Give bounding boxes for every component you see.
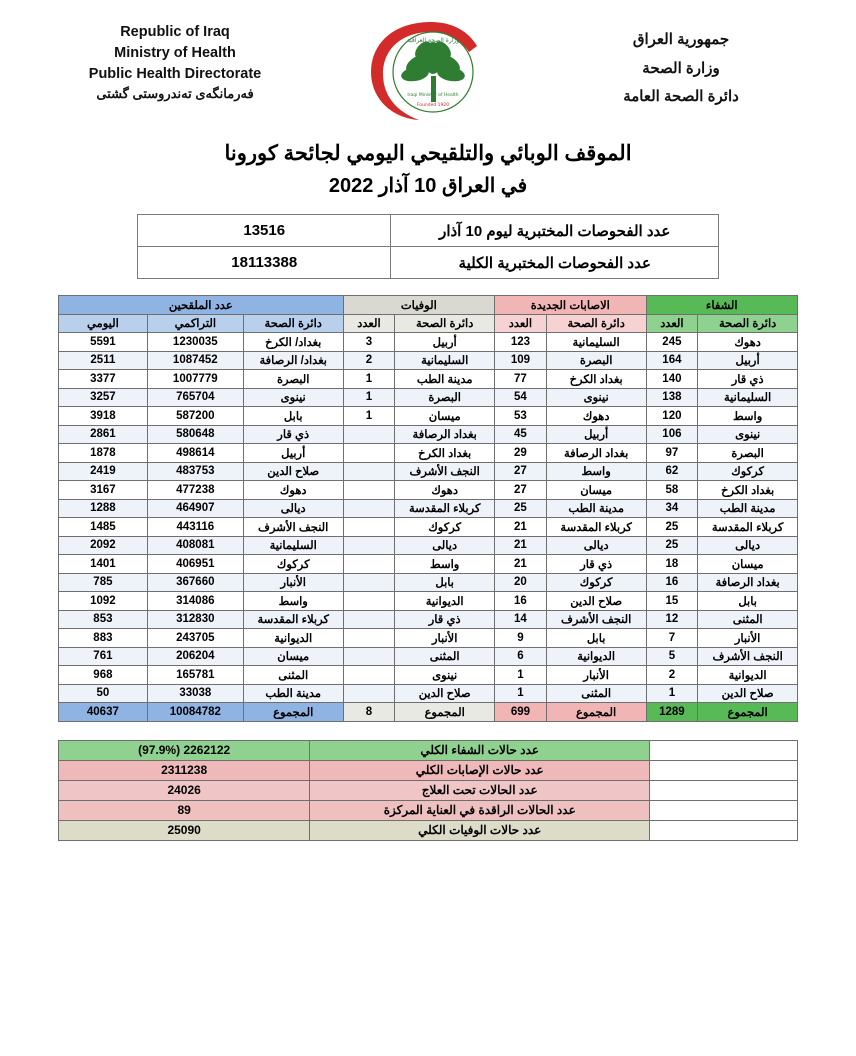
new-count: 20 bbox=[495, 573, 547, 592]
table-row bbox=[59, 407, 798, 426]
deaths-count bbox=[343, 684, 395, 703]
table-row bbox=[59, 647, 798, 666]
recovered-directorate: الديوانية bbox=[698, 666, 798, 685]
deaths-count bbox=[343, 629, 395, 648]
table-row bbox=[59, 499, 798, 518]
vaccine-daily: 3918 bbox=[59, 407, 148, 426]
deaths-count: 3 bbox=[343, 333, 395, 352]
deaths-directorate: بغداد الكرخ bbox=[395, 444, 495, 463]
new-directorate: بغداد الرصافة bbox=[546, 444, 646, 463]
recovered-directorate: بابل bbox=[698, 592, 798, 611]
summary-label: عدد الحالات تحت العلاج bbox=[310, 780, 650, 800]
summary-label: عدد الحالات الراقدة في العناية المركزة bbox=[310, 800, 650, 820]
new-directorate: البصرة bbox=[546, 351, 646, 370]
deaths-directorate: واسط bbox=[395, 555, 495, 574]
new-directorate: المثنى bbox=[546, 684, 646, 703]
deaths-count bbox=[343, 592, 395, 611]
vaccine-directorate: بغداد/ الرصافة bbox=[243, 351, 343, 370]
vaccine-directorate: بابل bbox=[243, 407, 343, 426]
recovered-count: 25 bbox=[646, 536, 698, 555]
vaccine-cumulative: 406951 bbox=[147, 555, 243, 574]
recovered-directorate: دهوك bbox=[698, 333, 798, 352]
lab-tests-summary-table bbox=[137, 214, 719, 279]
total-tests-label: عدد الفحوصات المختبرية الكلية bbox=[391, 247, 719, 279]
table-row bbox=[59, 370, 798, 389]
deaths-count: 1 bbox=[343, 388, 395, 407]
new-count: 21 bbox=[495, 555, 547, 574]
document-subtitle: في العراق 10 آذار 2022 bbox=[328, 175, 528, 197]
recovered-directorate: ميسان bbox=[698, 555, 798, 574]
recovered-directorate: مدينة الطب bbox=[698, 499, 798, 518]
vaccine-directorate: المثنى bbox=[243, 666, 343, 685]
vaccine-cumulative: 206204 bbox=[147, 647, 243, 666]
new-count: 9 bbox=[495, 629, 547, 648]
vaccine-cumulative: 408081 bbox=[147, 536, 243, 555]
recovered-count: 164 bbox=[646, 351, 698, 370]
summary-value: 89 bbox=[59, 800, 310, 820]
table-row bbox=[59, 444, 798, 463]
new-count: 27 bbox=[495, 481, 547, 500]
vaccine-daily: 50 bbox=[59, 684, 148, 703]
vaccine-directorate: بغداد/ الكرخ bbox=[243, 333, 343, 352]
recovered-count: 7 bbox=[646, 629, 698, 648]
vaccine-daily: 1401 bbox=[59, 555, 148, 574]
deaths-directorate: نينوى bbox=[395, 666, 495, 685]
header-english-line-3: Public Health Directorate bbox=[88, 66, 262, 83]
group-header-row bbox=[59, 296, 798, 315]
vaccine-cumulative: 587200 bbox=[147, 407, 243, 426]
recovered-directorate: نينوى bbox=[698, 425, 798, 444]
vaccine-cumulative: 1230035 bbox=[147, 333, 243, 352]
new-count: 123 bbox=[495, 333, 547, 352]
vaccine-directorate: دهوك bbox=[243, 481, 343, 500]
summary-label: عدد حالات الإصابات الكلي bbox=[310, 760, 650, 780]
cumulative-summary-body bbox=[59, 740, 798, 840]
new-count: 16 bbox=[495, 592, 547, 611]
deaths-count bbox=[343, 536, 395, 555]
new-directorate: نينوى bbox=[546, 388, 646, 407]
new-count: 45 bbox=[495, 425, 547, 444]
new-count: 14 bbox=[495, 610, 547, 629]
new-directorate: ذي قار bbox=[546, 555, 646, 574]
new-directorate: واسط bbox=[546, 462, 646, 481]
deaths-directorate: مدينة الطب bbox=[395, 370, 495, 389]
recovered-count: 1 bbox=[646, 684, 698, 703]
table-row bbox=[59, 610, 798, 629]
deaths-directorate: بابل bbox=[395, 573, 495, 592]
total-tests-value: 18113388 bbox=[138, 247, 391, 279]
recovered-count: 25 bbox=[646, 518, 698, 537]
ministry-of-health-logo-icon bbox=[353, 14, 503, 129]
vaccine-daily: 1288 bbox=[59, 499, 148, 518]
recovered-count: 106 bbox=[646, 425, 698, 444]
vaccine-cumulative: 312830 bbox=[147, 610, 243, 629]
new-directorate: الأنبار bbox=[546, 666, 646, 685]
vaccine-cumulative: 477238 bbox=[147, 481, 243, 500]
daily-tests-value: 13516 bbox=[138, 215, 391, 247]
new-count: 54 bbox=[495, 388, 547, 407]
table-row bbox=[59, 666, 798, 685]
vaccine-directorate: مدينة الطب bbox=[243, 684, 343, 703]
recovered-count: 138 bbox=[646, 388, 698, 407]
recovered-directorate: الأنبار bbox=[698, 629, 798, 648]
table-row bbox=[59, 684, 798, 703]
recovered-directorate: النجف الأشرف bbox=[698, 647, 798, 666]
deaths-directorate: ذي قار bbox=[395, 610, 495, 629]
deaths-count bbox=[343, 499, 395, 518]
vaccine-daily: 3257 bbox=[59, 388, 148, 407]
header-arabic-line-1: جمهورية العراق bbox=[632, 31, 730, 48]
recovered-directorate: واسط bbox=[698, 407, 798, 426]
deaths-count bbox=[343, 647, 395, 666]
vaccine-directorate: الديوانية bbox=[243, 629, 343, 648]
vaccine-daily: 785 bbox=[59, 573, 148, 592]
deaths-directorate: ميسان bbox=[395, 407, 495, 426]
recovered-count: 16 bbox=[646, 573, 698, 592]
recovered-count: 12 bbox=[646, 610, 698, 629]
summary-row bbox=[59, 780, 798, 800]
vaccine-daily: 3167 bbox=[59, 481, 148, 500]
vaccine-cumulative: 443116 bbox=[147, 518, 243, 537]
recovered-directorate: كركوك bbox=[698, 462, 798, 481]
table-row bbox=[59, 333, 798, 352]
vaccine-daily: 761 bbox=[59, 647, 148, 666]
deaths-directorate: دهوك bbox=[395, 481, 495, 500]
deaths-directorate: صلاح الدين bbox=[395, 684, 495, 703]
recovered-count: 62 bbox=[646, 462, 698, 481]
document-title: الموقف الوبائي والتلقيحي اليومي لجائحة كورونا bbox=[224, 142, 632, 165]
deaths-directorate: البصرة bbox=[395, 388, 495, 407]
summary-row bbox=[59, 800, 798, 820]
table-row bbox=[59, 555, 798, 574]
total-value-new: 699 bbox=[495, 703, 547, 722]
table-row bbox=[138, 215, 719, 247]
vaccine-daily: 968 bbox=[59, 666, 148, 685]
deaths-directorate: المثنى bbox=[395, 647, 495, 666]
new-count: 21 bbox=[495, 518, 547, 537]
summary-spacer bbox=[650, 780, 798, 800]
new-count: 6 bbox=[495, 647, 547, 666]
new-directorate: السليمانية bbox=[546, 333, 646, 352]
new-count: 1 bbox=[495, 684, 547, 703]
group-header-deaths: الوفيات bbox=[343, 296, 494, 315]
recovered-directorate: المثنى bbox=[698, 610, 798, 629]
recovered-directorate: كربلاء المقدسة bbox=[698, 518, 798, 537]
subheader-deaths-count: العدد bbox=[343, 314, 395, 333]
deaths-count: 1 bbox=[343, 370, 395, 389]
deaths-count bbox=[343, 444, 395, 463]
subheader-new-directorate: دائرة الصحة bbox=[546, 314, 646, 333]
subheader-deaths-directorate: دائرة الصحة bbox=[395, 314, 495, 333]
new-directorate: أربيل bbox=[546, 425, 646, 444]
subheader-vaccine-directorate: دائرة الصحة bbox=[243, 314, 343, 333]
totals-row bbox=[59, 703, 798, 722]
vaccine-cumulative: 464907 bbox=[147, 499, 243, 518]
total-label-deaths: المجموع bbox=[395, 703, 495, 722]
table-row bbox=[59, 425, 798, 444]
new-directorate: ميسان bbox=[546, 481, 646, 500]
table-row bbox=[138, 247, 719, 279]
vaccine-cumulative: 367660 bbox=[147, 573, 243, 592]
vaccine-directorate: صلاح الدين bbox=[243, 462, 343, 481]
group-header-recovered: الشفاء bbox=[646, 296, 797, 315]
group-header-vaccinated: عدد الملقحين bbox=[59, 296, 344, 315]
recovered-count: 58 bbox=[646, 481, 698, 500]
table-row bbox=[59, 462, 798, 481]
header-english-line-2: Ministry of Health bbox=[114, 45, 236, 62]
vaccine-daily: 2861 bbox=[59, 425, 148, 444]
document-header bbox=[0, 0, 856, 129]
table-row bbox=[59, 573, 798, 592]
vaccine-directorate: كركوك bbox=[243, 555, 343, 574]
vaccine-directorate: الأنبار bbox=[243, 573, 343, 592]
daily-tests-label: عدد الفحوصات المختبرية ليوم 10 آذار bbox=[391, 215, 719, 247]
header-kurdish-line: فه‌رمانگه‌ی ته‌ندروستی گشتی bbox=[96, 86, 254, 102]
cumulative-summary-table bbox=[58, 740, 798, 841]
vaccine-daily: 1878 bbox=[59, 444, 148, 463]
deaths-directorate: السليمانية bbox=[395, 351, 495, 370]
deaths-count bbox=[343, 425, 395, 444]
deaths-count bbox=[343, 462, 395, 481]
deaths-count bbox=[343, 610, 395, 629]
total-value-vaccine-daily: 40637 bbox=[59, 703, 148, 722]
recovered-directorate: أربيل bbox=[698, 351, 798, 370]
summary-spacer bbox=[650, 740, 798, 760]
recovered-count: 120 bbox=[646, 407, 698, 426]
total-value-recovered: 1289 bbox=[646, 703, 698, 722]
vaccine-directorate: البصرة bbox=[243, 370, 343, 389]
recovered-directorate: بغداد الرصافة bbox=[698, 573, 798, 592]
new-count: 53 bbox=[495, 407, 547, 426]
subheader-vaccine-cumulative: التراكمي bbox=[147, 314, 243, 333]
subheader-vaccine-daily: اليومي bbox=[59, 314, 148, 333]
vaccine-daily: 2092 bbox=[59, 536, 148, 555]
new-count: 29 bbox=[495, 444, 547, 463]
recovered-directorate: بغداد الكرخ bbox=[698, 481, 798, 500]
vaccine-directorate: واسط bbox=[243, 592, 343, 611]
deaths-directorate: الديوانية bbox=[395, 592, 495, 611]
deaths-count: 2 bbox=[343, 351, 395, 370]
summary-row bbox=[59, 820, 798, 840]
svg-text:Iraqi Ministry of Health: Iraqi Ministry of Health bbox=[407, 93, 459, 98]
vaccine-cumulative: 498614 bbox=[147, 444, 243, 463]
summary-label: عدد حالات الشفاء الكلي bbox=[310, 740, 650, 760]
deaths-count bbox=[343, 573, 395, 592]
total-value-vaccine-cumulative: 10084782 bbox=[147, 703, 243, 722]
vaccine-daily: 2511 bbox=[59, 351, 148, 370]
svg-text:وزارة الصحة العراقية: وزارة الصحة العراقية bbox=[406, 37, 460, 44]
deaths-directorate: النجف الأشرف bbox=[395, 462, 495, 481]
new-count: 77 bbox=[495, 370, 547, 389]
new-directorate: صلاح الدين bbox=[546, 592, 646, 611]
summary-value: 24026 bbox=[59, 780, 310, 800]
recovered-directorate: صلاح الدين bbox=[698, 684, 798, 703]
recovered-count: 18 bbox=[646, 555, 698, 574]
recovered-count: 15 bbox=[646, 592, 698, 611]
vaccine-daily: 1092 bbox=[59, 592, 148, 611]
main-table-wrapper bbox=[58, 295, 798, 722]
vaccine-daily: 3377 bbox=[59, 370, 148, 389]
vaccine-daily: 5591 bbox=[59, 333, 148, 352]
summary-spacer bbox=[650, 820, 798, 840]
vaccine-directorate: ذي قار bbox=[243, 425, 343, 444]
new-count: 21 bbox=[495, 536, 547, 555]
vaccine-cumulative: 33038 bbox=[147, 684, 243, 703]
recovered-directorate: البصرة bbox=[698, 444, 798, 463]
vaccine-cumulative: 1087452 bbox=[147, 351, 243, 370]
new-directorate: بابل bbox=[546, 629, 646, 648]
epidemiological-table bbox=[58, 295, 798, 722]
vaccine-cumulative: 1007779 bbox=[147, 370, 243, 389]
deaths-count bbox=[343, 481, 395, 500]
deaths-directorate: كربلاء المقدسة bbox=[395, 499, 495, 518]
total-value-deaths: 8 bbox=[343, 703, 395, 722]
summary-label: عدد حالات الوفيات الكلي bbox=[310, 820, 650, 840]
new-directorate: ديالى bbox=[546, 536, 646, 555]
vaccine-daily: 883 bbox=[59, 629, 148, 648]
table-row bbox=[59, 592, 798, 611]
subheader-recovered-count: العدد bbox=[646, 314, 698, 333]
vaccine-directorate: السليمانية bbox=[243, 536, 343, 555]
total-label-new: المجموع bbox=[546, 703, 646, 722]
summary-row bbox=[59, 740, 798, 760]
recovered-directorate: ذي قار bbox=[698, 370, 798, 389]
new-directorate: مدينة الطب bbox=[546, 499, 646, 518]
header-arabic-block bbox=[546, 14, 816, 112]
recovered-count: 140 bbox=[646, 370, 698, 389]
vaccine-directorate: كربلاء المقدسة bbox=[243, 610, 343, 629]
subheader-recovered-directorate: دائرة الصحة bbox=[698, 314, 798, 333]
summary-value: 2311238 bbox=[59, 760, 310, 780]
deaths-count bbox=[343, 666, 395, 685]
summary-row bbox=[59, 760, 798, 780]
vaccine-directorate: ديالى bbox=[243, 499, 343, 518]
header-english-line-1: Republic of Iraq bbox=[120, 24, 230, 40]
vaccine-daily: 853 bbox=[59, 610, 148, 629]
header-english-block bbox=[40, 14, 310, 104]
table-row bbox=[59, 536, 798, 555]
new-directorate: بغداد الكرخ bbox=[546, 370, 646, 389]
subheader-new-count: العدد bbox=[495, 314, 547, 333]
deaths-directorate: كركوك bbox=[395, 518, 495, 537]
vaccine-cumulative: 314086 bbox=[147, 592, 243, 611]
recovered-count: 97 bbox=[646, 444, 698, 463]
recovered-count: 5 bbox=[646, 647, 698, 666]
vaccine-cumulative: 243705 bbox=[147, 629, 243, 648]
group-header-new-cases: الاصابات الجديدة bbox=[495, 296, 646, 315]
new-directorate: كربلاء المقدسة bbox=[546, 518, 646, 537]
vaccine-daily: 2419 bbox=[59, 462, 148, 481]
table-row bbox=[59, 388, 798, 407]
summary-value: 25090 bbox=[59, 820, 310, 840]
summary-spacer bbox=[650, 760, 798, 780]
recovered-directorate: السليمانية bbox=[698, 388, 798, 407]
sub-header-row bbox=[59, 314, 798, 333]
deaths-count: 1 bbox=[343, 407, 395, 426]
deaths-directorate: الأنبار bbox=[395, 629, 495, 648]
header-arabic-line-2: وزارة الصحة bbox=[642, 59, 720, 77]
new-directorate: دهوك bbox=[546, 407, 646, 426]
new-count: 25 bbox=[495, 499, 547, 518]
vaccine-directorate: ميسان bbox=[243, 647, 343, 666]
new-count: 1 bbox=[495, 666, 547, 685]
recovered-count: 2 bbox=[646, 666, 698, 685]
table-row bbox=[59, 629, 798, 648]
total-label-recovered: المجموع bbox=[698, 703, 798, 722]
deaths-directorate: ديالى bbox=[395, 536, 495, 555]
deaths-count bbox=[343, 555, 395, 574]
total-label-vaccine: المجموع bbox=[243, 703, 343, 722]
deaths-directorate: أربيل bbox=[395, 333, 495, 352]
recovered-count: 245 bbox=[646, 333, 698, 352]
new-directorate: كركوك bbox=[546, 573, 646, 592]
deaths-directorate: بغداد الرصافة bbox=[395, 425, 495, 444]
svg-text:Founded 1920: Founded 1920 bbox=[416, 103, 450, 108]
header-arabic-line-3: دائرة الصحة العامة bbox=[623, 88, 739, 105]
vaccine-directorate: أربيل bbox=[243, 444, 343, 463]
table-row bbox=[59, 481, 798, 500]
new-count: 27 bbox=[495, 462, 547, 481]
new-count: 109 bbox=[495, 351, 547, 370]
vaccine-directorate: نينوى bbox=[243, 388, 343, 407]
vaccine-cumulative: 483753 bbox=[147, 462, 243, 481]
table-row bbox=[59, 518, 798, 537]
epidemiological-table-body bbox=[59, 333, 798, 703]
table-row bbox=[59, 351, 798, 370]
vaccine-cumulative: 165781 bbox=[147, 666, 243, 685]
vaccine-cumulative: 765704 bbox=[147, 388, 243, 407]
summary-spacer bbox=[650, 800, 798, 820]
deaths-count bbox=[343, 518, 395, 537]
vaccine-cumulative: 580648 bbox=[147, 425, 243, 444]
vaccine-daily: 1485 bbox=[59, 518, 148, 537]
summary-value: 2262122 (97.9%) bbox=[59, 740, 310, 760]
bottom-summary-wrapper bbox=[58, 740, 798, 841]
vaccine-directorate: النجف الأشرف bbox=[243, 518, 343, 537]
recovered-count: 34 bbox=[646, 499, 698, 518]
new-directorate: النجف الأشرف bbox=[546, 610, 646, 629]
new-directorate: الديوانية bbox=[546, 647, 646, 666]
recovered-directorate: ديالى bbox=[698, 536, 798, 555]
